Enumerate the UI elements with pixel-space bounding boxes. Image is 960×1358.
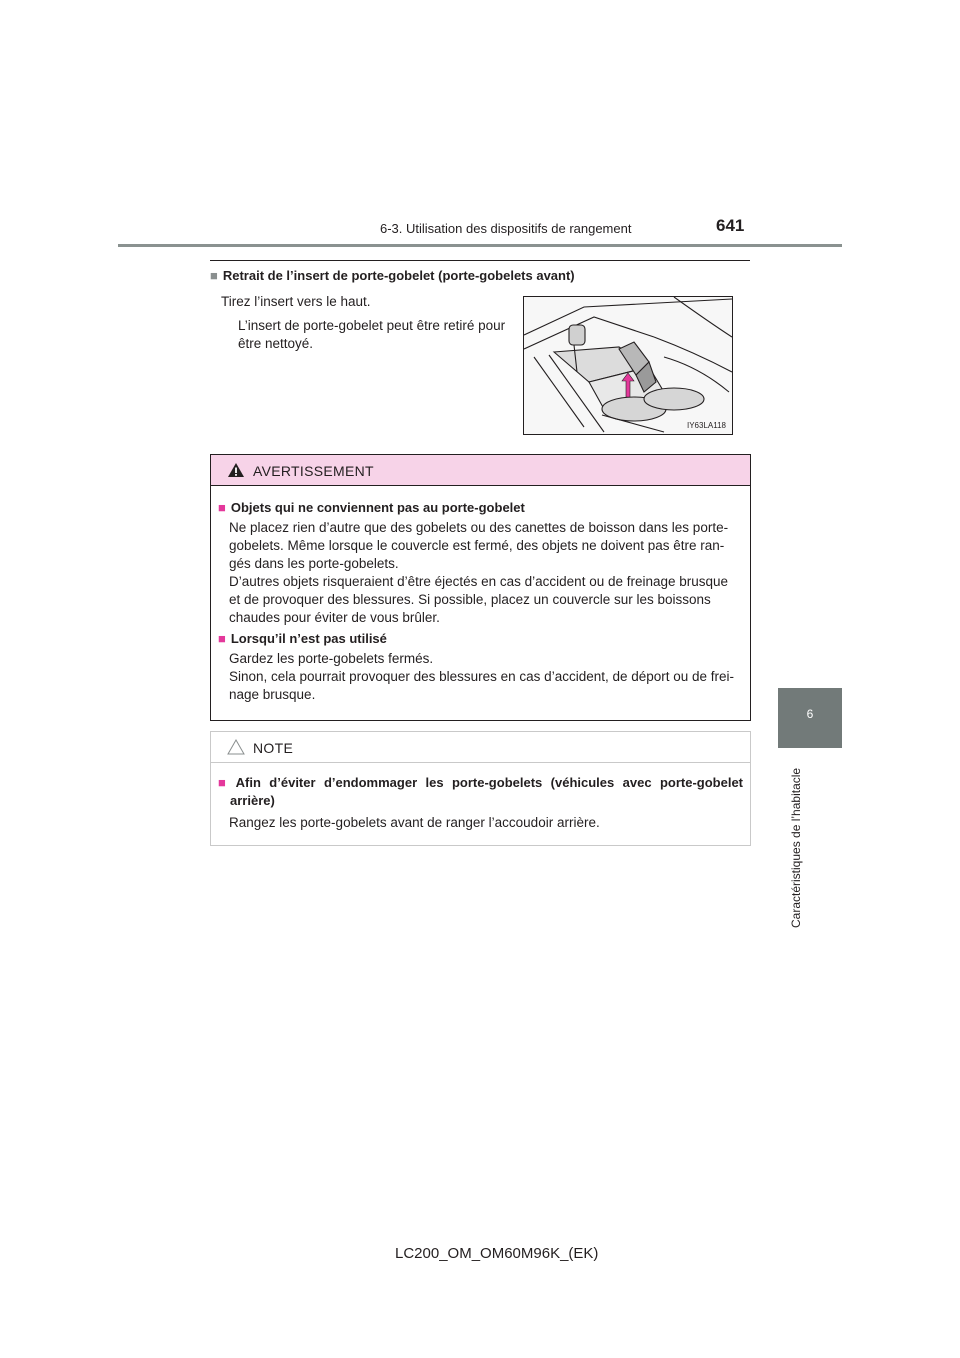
instruction-note xyxy=(238,317,505,353)
square-bullet-icon: ■ xyxy=(218,631,226,646)
warning-item-heading xyxy=(218,499,525,517)
square-bullet-icon: ■ xyxy=(218,775,231,790)
note-item-heading-line: arrière) xyxy=(230,793,275,808)
instruction-text: Tirez l’insert vers le haut. xyxy=(221,294,371,309)
instruction-note-line: L’insert de porte-gobelet peut être retiré pour xyxy=(238,318,506,333)
caution-outline-icon xyxy=(227,739,245,755)
instruction-note-line: être nettoyé. xyxy=(238,336,314,351)
section-heading xyxy=(210,268,575,283)
warning-title: AVERTISSEMENT xyxy=(253,463,374,479)
figure-code: IY63LA118 xyxy=(687,421,726,430)
section-heading-text: Retrait de l’insert de porte-gobelet (porte-gobelets avant) xyxy=(222,268,575,283)
warning-header xyxy=(211,455,750,486)
header-divider xyxy=(118,244,842,247)
square-bullet-icon: ■ xyxy=(218,500,226,515)
warning-icon xyxy=(227,462,245,478)
warning-item-text xyxy=(229,519,741,627)
note-box xyxy=(210,731,751,846)
warning-item-line: Sinon, cela pourrait provoquer des blessures en cas d’accident, de déport ou de frei- xyxy=(229,669,735,684)
warning-item-line: D’autres objets risqueraient d’être éjectés en cas d’accident ou de freinage brusque xyxy=(229,574,729,589)
warning-item-heading-text: Lorsqu’il n’est pas utilisé xyxy=(230,631,387,646)
warning-item-line: gés dans les porte-gobelets. xyxy=(229,556,399,571)
note-header xyxy=(211,732,750,763)
warning-item-line: chaudes pour éviter de vous brûler. xyxy=(229,610,440,625)
note-item-text xyxy=(229,814,741,832)
note-item-heading-line xyxy=(218,774,743,792)
note-item-heading-text: Afin d’éviter d’endommager les porte-gobelets (véhicules avec porte-gobelet xyxy=(235,775,743,790)
chapter-label-text: Caractéristiques de l’habitacle xyxy=(789,767,803,928)
warning-item-line: et de provoquer des blessures. Si possible, placez un couvercle sur les boissons xyxy=(229,592,711,607)
note-item-heading xyxy=(218,774,743,810)
warning-item-line: gobelets. Même lorsque le couvercle est fermé, des objets ne doivent pas être ran- xyxy=(229,538,725,553)
warning-item-heading-text: Objets qui ne conviennent pas au porte-gobelet xyxy=(230,500,525,515)
note-item-line: Rangez les porte-gobelets avant de ranger l’accoudoir arrière. xyxy=(229,815,600,830)
warning-item-line: nage brusque. xyxy=(229,687,316,702)
cup-holder-drawing xyxy=(524,297,732,434)
page-number: 641 xyxy=(716,216,745,235)
chapter-label xyxy=(787,760,807,930)
note-title: NOTE xyxy=(253,740,294,756)
section-divider xyxy=(210,260,750,261)
chapter-number: 6 xyxy=(806,707,814,721)
section-title: 6-3. Utilisation des dispositifs de rangement xyxy=(380,221,632,236)
warning-item-line: Gardez les porte-gobelets fermés. xyxy=(229,651,434,666)
warning-item-heading xyxy=(218,630,387,648)
warning-item-line: Ne placez rien d’autre que des gobelets ou des canettes de boisson dans les porte- xyxy=(229,520,729,535)
warning-item-text xyxy=(229,650,741,704)
warning-box xyxy=(210,454,751,721)
document-code: LC200_OM_OM60M96K_(EK) xyxy=(395,1245,599,1262)
cup-holder-illustration xyxy=(523,296,733,435)
square-bullet-icon: ■ xyxy=(210,268,218,283)
